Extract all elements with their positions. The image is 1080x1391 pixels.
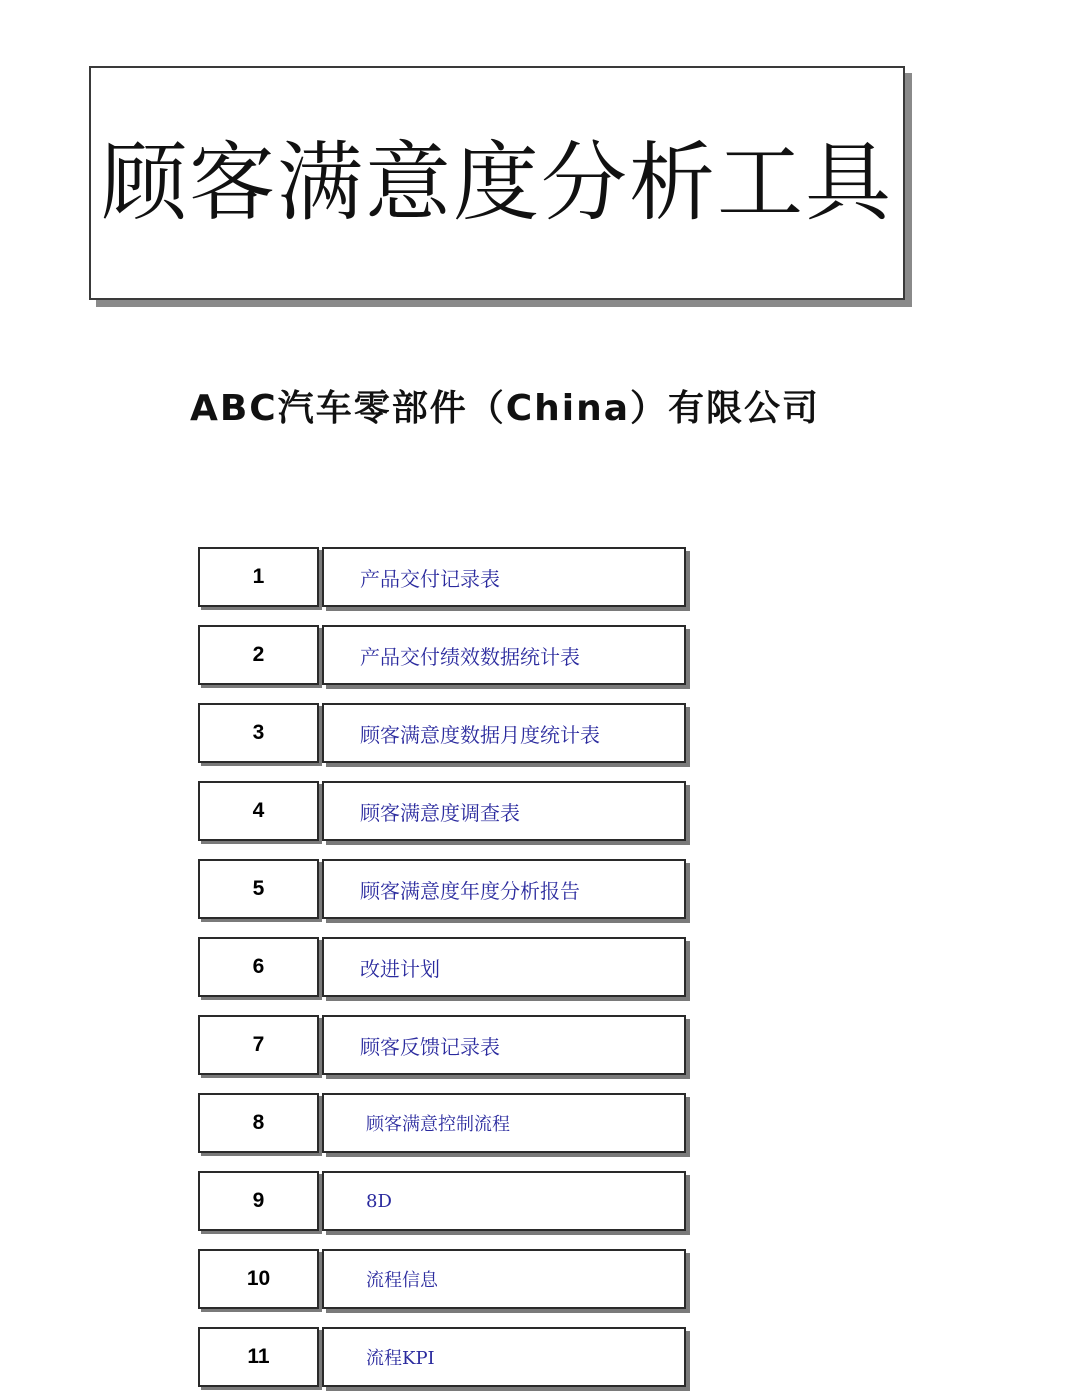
menu-row-number: 5 [198, 859, 319, 919]
menu-row-number: 8 [198, 1093, 319, 1153]
menu-row-2[interactable] [198, 625, 686, 685]
company-name: ABC汽车零部件（China）有限公司 [189, 388, 821, 429]
menu-row-3[interactable] [198, 703, 686, 763]
menu-row-5[interactable] [198, 859, 686, 919]
menu-row-number: 2 [198, 625, 319, 685]
menu-row-10[interactable] [198, 1249, 686, 1309]
menu-link-improvement-plan[interactable]: 改进计划 [322, 937, 686, 997]
menu-link-process-kpi[interactable]: 流程KPI [322, 1327, 686, 1387]
menu-row-4[interactable] [198, 781, 686, 841]
menu-row-9[interactable] [198, 1171, 686, 1231]
menu-link-delivery-record[interactable]: 产品交付记录表 [322, 547, 686, 607]
menu-link-feedback-record[interactable]: 顾客反馈记录表 [322, 1015, 686, 1075]
menu-link-control-process[interactable]: 顾客满意控制流程 [322, 1093, 686, 1153]
menu-link-8d[interactable]: 8D [322, 1171, 686, 1231]
menu-link-process-info[interactable]: 流程信息 [322, 1249, 686, 1309]
menu-row-number: 3 [198, 703, 319, 763]
menu-row-number: 6 [198, 937, 319, 997]
menu-row-7[interactable] [198, 1015, 686, 1075]
menu-row-8[interactable] [198, 1093, 686, 1153]
menu-row-6[interactable] [198, 937, 686, 997]
menu-row-number: 4 [198, 781, 319, 841]
menu-link-delivery-performance[interactable]: 产品交付绩效数据统计表 [322, 625, 686, 685]
menu-row-1[interactable] [198, 547, 686, 607]
menu-row-number: 9 [198, 1171, 319, 1231]
menu-row-number: 1 [198, 547, 319, 607]
menu-row-number: 7 [198, 1015, 319, 1075]
menu-link-annual-report[interactable]: 顾客满意度年度分析报告 [322, 859, 686, 919]
menu-row-number: 10 [198, 1249, 319, 1309]
menu-link-monthly-satisfaction[interactable]: 顾客满意度数据月度统计表 [322, 703, 686, 763]
page-title: 顾客满意度分析工具 [101, 133, 893, 233]
title-box [89, 66, 905, 300]
menu-row-number: 11 [198, 1327, 319, 1387]
menu-row-11[interactable] [198, 1327, 686, 1387]
menu-link-satisfaction-survey[interactable]: 顾客满意度调查表 [322, 781, 686, 841]
